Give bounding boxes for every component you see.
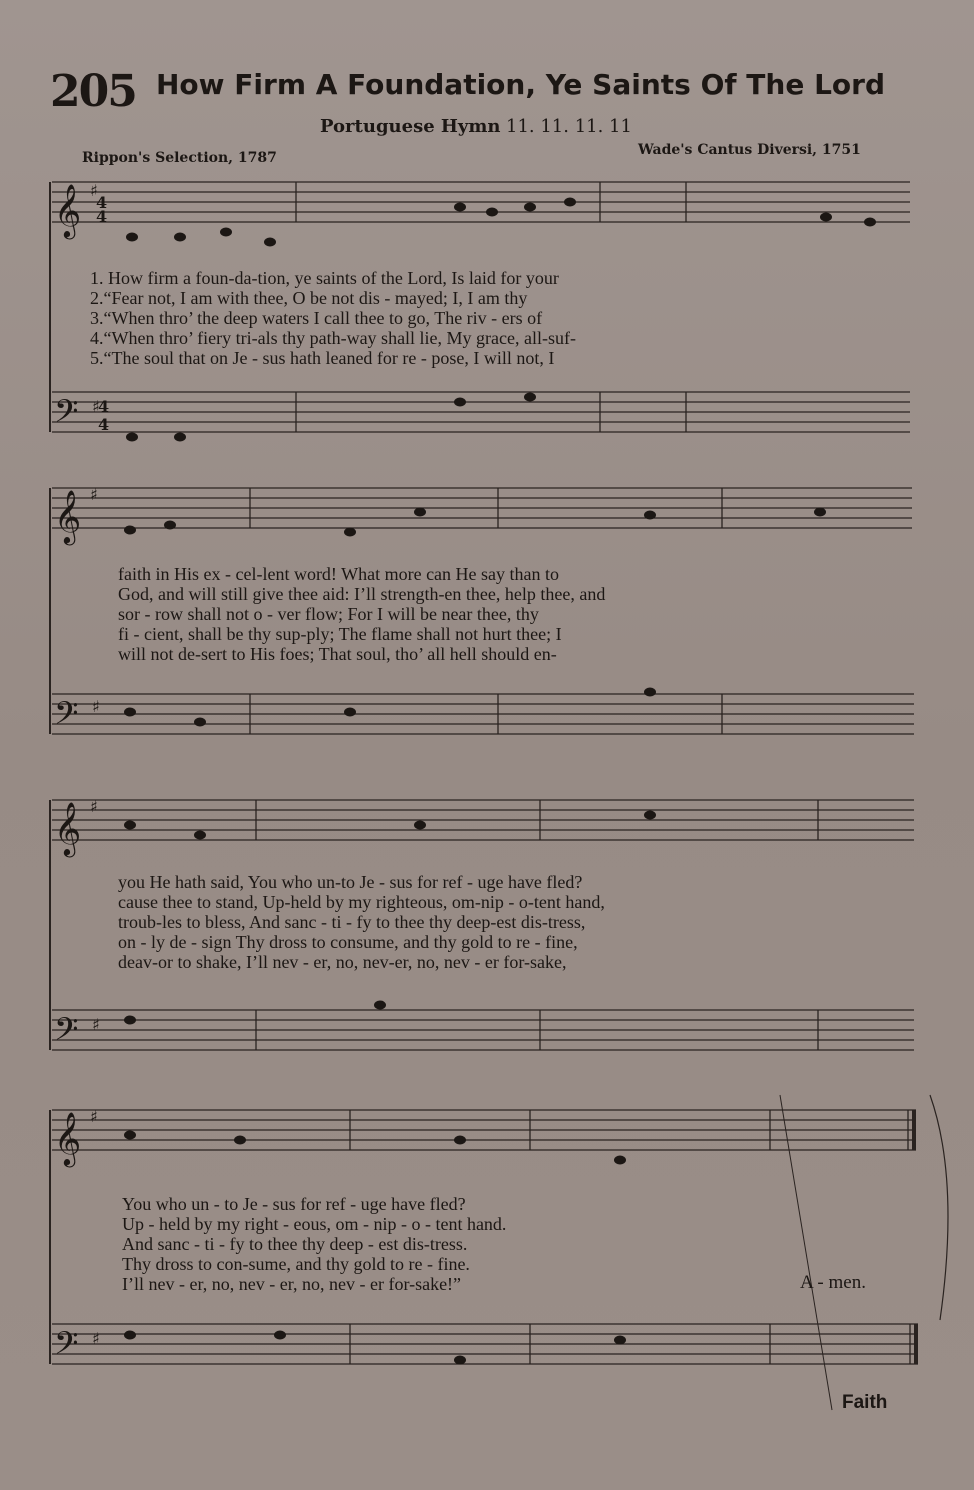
svg-text:𝄢: 𝄢 bbox=[54, 695, 79, 739]
lyric-line: God, and will still give thee aid: I’ll strength-en thee, help thee, and bbox=[118, 584, 606, 604]
lyric-line: troub-les to bless, And sanc - ti - fy to thee thy deep-est dis-tress, bbox=[118, 912, 586, 932]
lyric-line: Up - held by my right - eous, om - nip - o - tent hand. bbox=[122, 1214, 507, 1234]
lyric-line: You who un - to Je - sus for ref - uge have fled? bbox=[122, 1194, 466, 1214]
lyric-line: faith in His ex - cel-lent word! What more can He say than to bbox=[118, 564, 560, 584]
svg-text:𝄢: 𝄢 bbox=[54, 1325, 79, 1369]
hymn-title: How Firm A Foundation, Ye Saints Of The Lord bbox=[156, 68, 885, 101]
lyric-line: deav-or to shake, I’ll nev - er, no, nev-er, no, nev - er for-sake, bbox=[118, 952, 567, 972]
svg-text:𝄞: 𝄞 bbox=[54, 489, 82, 543]
svg-text:4: 4 bbox=[98, 397, 110, 416]
svg-text:♯: ♯ bbox=[92, 1015, 100, 1034]
lyrics-system-1 bbox=[90, 268, 576, 368]
amen: A - men. bbox=[800, 1272, 866, 1293]
lyric-line: 2.“Fear not, I am with thee, O be not dis - mayed; I, I am thy bbox=[90, 288, 528, 308]
svg-text:𝄞: 𝄞 bbox=[54, 1111, 82, 1165]
svg-text:♯: ♯ bbox=[92, 697, 100, 716]
lyric-line: cause thee to stand, Up-held by my righteous, om-nip - o-tent hand, bbox=[118, 892, 605, 912]
hymn-number: 205 bbox=[50, 66, 136, 117]
svg-text:𝄢: 𝄢 bbox=[54, 1011, 79, 1055]
lyric-line: on - ly de - sign Thy dross to consume, and thy gold to re - fine, bbox=[118, 932, 578, 952]
lyric-line: 5.“The soul that on Je - sus hath leaned for re - pose, I will not, I bbox=[90, 348, 555, 368]
lyric-line: fi - cient, shall be thy sup-ply; The flame shall not hurt thee; I bbox=[118, 624, 562, 644]
lyrics-system-4 bbox=[122, 1194, 506, 1294]
lyric-line: will not de-sert to His foes; That soul, tho’ all hell should en- bbox=[118, 644, 557, 664]
lyric-line: Thy dross to con-sume, and thy gold to re - fine. bbox=[122, 1254, 470, 1274]
svg-text:♯: ♯ bbox=[90, 797, 98, 816]
svg-text:4: 4 bbox=[96, 193, 108, 212]
staff-lines bbox=[52, 182, 910, 222]
lyric-line: I’ll nev - er, no, nev - er, no, nev - er for-sake!” bbox=[122, 1274, 462, 1294]
svg-text:𝄞: 𝄞 bbox=[54, 183, 82, 237]
lyrics-system-3 bbox=[118, 872, 605, 972]
next-hymn-cue: Faith bbox=[842, 1392, 888, 1413]
words-credit: Rippon's Selection, 1787 bbox=[82, 150, 277, 166]
tune-name: Portuguese Hymn bbox=[320, 116, 501, 137]
music-credit: Wade's Cantus Diversi, 1751 bbox=[638, 142, 861, 158]
svg-text:♯: ♯ bbox=[90, 1107, 98, 1126]
lyric-line: 1. How firm a foun-da-tion, ye saints of the Lord, Is laid for your bbox=[90, 268, 559, 288]
svg-text:𝄢: 𝄢 bbox=[54, 393, 79, 437]
lyric-line: And sanc - ti - fy to thee thy deep - est dis-tress. bbox=[122, 1234, 468, 1254]
svg-text:𝄞: 𝄞 bbox=[54, 801, 82, 855]
svg-text:♯: ♯ bbox=[92, 1329, 100, 1348]
lyric-line: 4.“When thro’ fiery tri-als thy path-way shall lie, My grace, all-suf- bbox=[90, 328, 576, 348]
meter: 11. 11. 11. 11 bbox=[506, 116, 632, 137]
svg-text:4: 4 bbox=[98, 415, 110, 434]
svg-text:♯: ♯ bbox=[90, 181, 98, 200]
svg-text:♯: ♯ bbox=[92, 397, 100, 416]
svg-text:♯: ♯ bbox=[90, 485, 98, 504]
lyric-line: 3.“When thro’ the deep waters I call thee to go, The riv - ers of bbox=[90, 308, 543, 328]
svg-text:4: 4 bbox=[96, 207, 108, 226]
lyrics-system-2 bbox=[118, 564, 605, 664]
lyric-line: you He hath said, You who un-to Je - sus for ref - uge have fled? bbox=[118, 872, 583, 892]
lyric-line: sor - row shall not o - ver flow; For I will be near thee, thy bbox=[118, 604, 539, 624]
